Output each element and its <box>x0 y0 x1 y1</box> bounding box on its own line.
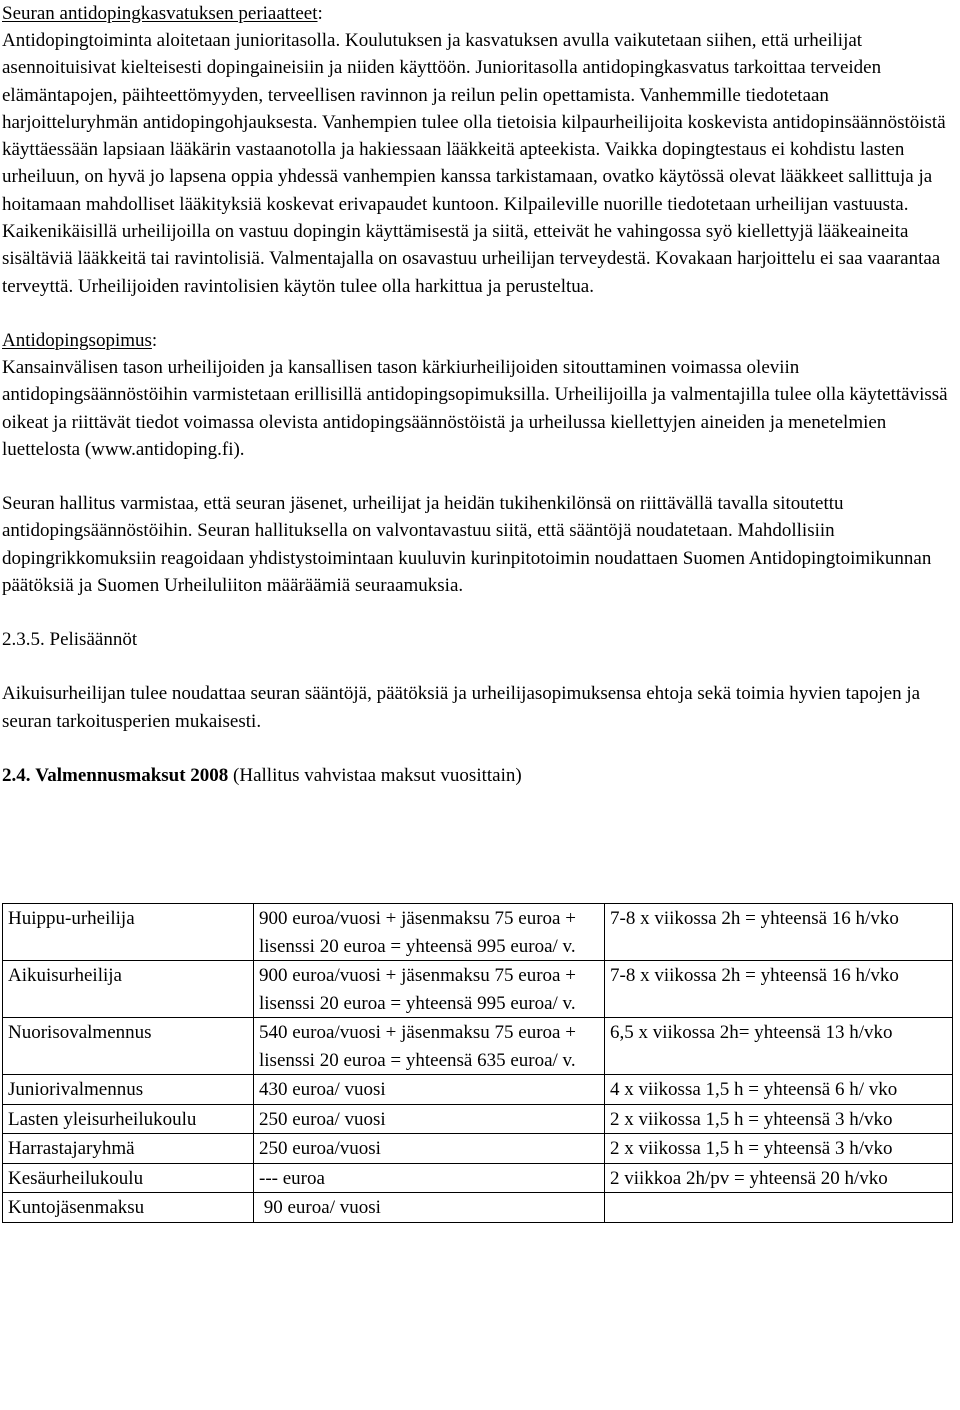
training-cell: 2 x viikossa 1,5 h = yhteensä 3 h/vko <box>605 1104 953 1134</box>
agreement-heading: Antidopingsopimus: <box>2 329 158 351</box>
board-body: Seuran hallitus varmistaa, että seuran jäsenet, urheilijat ja heidän tukihenkilönsä on riittävällä tavalla sitoutettu antidopingsäännöstöihin. Seuran hallituksella on valvontavastuu siitä, että sääntöjä noudatetaan. Mahdollisiin dopingrikkomuksiin reagoidaan yhdistystoimintaan kuuluvin kurinpitotoimin noudattaen Suomen Antidopingtoimikunnan päätöksiä ja Suomen Urheiluliiton määräämiä seuraamuksia. <box>2 493 932 597</box>
fee-cell: 900 euroa/vuosi + jäsenmaksu 75 euroa + lisenssi 20 euroa = yhteensä 995 euroa/ v. <box>254 904 605 961</box>
rules-body: Aikuisurheilijan tulee noudattaa seuran sääntöjä, päätöksiä ja urheilijasopimuksensa ehtoja sekä toimia hyvien tapojen ja seuran tarkoitusperien mukaisesti. <box>2 683 921 732</box>
principles-body: Antidopingtoiminta aloitetaan junioritasolla. Koulutuksen ja kasvatuksen avulla vaikutetaan siihen, että urheilijat asennoituisivat kielteisesti dopingaineisiin ja niiden käyttöön. Junioritasolla antidopingkasvatus tarkoittaa terveiden elämäntapojen, päihteettömyyden, terveellisen ravinnon ja reilun pelin opettamista. Vanhemmille tiedotetaan harjoitteluryhmän antidopingohjauksesta. Vanhempien tulee olla tietoisia kilpaurheilijoita koskevista antidopinsäännöstöistä käyttäessään lapsiaan lääkärin vastaanotolla ja hakiessaan lääkkeitä apteekista. Vaikka dopingtestaus ei kohdistu lasten urheiluun, on hyvä jo lapsena oppia yhdessä vanhempien kanssa tarkistamaan, ovatko käytössä olevat lääkkeet sallittuja ja hoitamaan mahdolliset lääkityksiä koskevat erivapaudet kuntoon. Kilpaileville nuorille tiedotetaan urheilijan vastuusta. Kaikenikäisillä urheilijoilla on vastuu dopingin käyttämisestä ja siitä, etteivät he vahingossa syö kiellettyjä lääkeaineita sisältäviä lääkkeitä tai ravintolisiä. Valmentajalla on osavastuu urheilijan terveydestä. Kovakaan harjoittelu ei saa vaarantaa terveyttä. Urheilijoiden ravintolisien käytön tulee olla harkittua ja perusteltua. <box>2 30 946 297</box>
fees-title: 2.4. Valmennusmaksut 2008 (Hallitus vahvistaa maksut vuosittain) <box>2 764 522 786</box>
group-cell: Harrastajaryhmä <box>3 1134 254 1164</box>
training-cell: 6,5 x viikossa 2h= yhteensä 13 h/vko <box>605 1018 953 1075</box>
fee-cell: 250 euroa/ vuosi <box>254 1104 605 1134</box>
table-row <box>3 961 953 1018</box>
section-agreement <box>2 327 958 463</box>
training-cell: 2 x viikossa 1,5 h = yhteensä 3 h/vko <box>605 1134 953 1164</box>
training-cell: 4 x viikossa 1,5 h = yhteensä 6 h/ vko <box>605 1075 953 1105</box>
fee-cell: --- euroa <box>254 1163 605 1193</box>
table-row <box>3 904 953 961</box>
fee-cell: 430 euroa/ vuosi <box>254 1075 605 1105</box>
principles-heading: Seuran antidopingkasvatuksen periaatteet: <box>2 3 323 24</box>
group-cell: Juniorivalmennus <box>3 1075 254 1105</box>
table-row <box>3 1193 953 1223</box>
group-cell: Nuorisovalmennus <box>3 1018 254 1075</box>
document-page <box>2 0 958 789</box>
group-cell: Kuntojäsenmaksu <box>3 1193 254 1223</box>
group-cell: Lasten yleisurheilukoulu <box>3 1104 254 1134</box>
fee-cell: 250 euroa/vuosi <box>254 1134 605 1164</box>
training-cell <box>605 1193 953 1223</box>
table-row <box>3 1018 953 1075</box>
training-cell: 2 viikkoa 2h/pv = yhteensä 20 h/vko <box>605 1163 953 1193</box>
fee-cell: 540 euroa/vuosi + jäsenmaksu 75 euroa + lisenssi 20 euroa = yhteensä 635 euroa/ v. <box>254 1018 605 1075</box>
agreement-body: Kansainvälisen tason urheilijoiden ja kansallisen tason kärkiurheilijoiden sitouttaminen voimassa oleviin antidopingsäännöstöihin varmistetaan erillisillä antidopingsopimuksilla. Urheilijoilla ja valmentajilla tulee olla käytettävissä oikeat ja riittävät tiedot voimassa olevista antidopingsäännöstöistä ja urheilussa kiellettyjen aineiden ja menetelmien luettelosta (www.antidoping.fi). <box>2 356 948 460</box>
table-row <box>3 1104 953 1134</box>
table-row <box>3 1163 953 1193</box>
group-cell: Aikuisurheilija <box>3 961 254 1018</box>
section-principles <box>2 0 958 300</box>
training-cell: 7-8 x viikossa 2h = yhteensä 16 h/vko <box>605 961 953 1018</box>
fee-cell: 90 euroa/ vuosi <box>254 1193 605 1223</box>
fees-table <box>2 903 953 1223</box>
group-cell: Kesäurheilukoulu <box>3 1163 254 1193</box>
rules-title: 2.3.5. Pelisäännöt <box>2 629 138 651</box>
group-cell: Huippu-urheilija <box>3 904 254 961</box>
table-row <box>3 1134 953 1164</box>
table-row <box>3 1075 953 1105</box>
fee-cell: 900 euroa/vuosi + jäsenmaksu 75 euroa + lisenssi 20 euroa = yhteensä 995 euroa/ v. <box>254 961 605 1018</box>
training-cell: 7-8 x viikossa 2h = yhteensä 16 h/vko <box>605 904 953 961</box>
